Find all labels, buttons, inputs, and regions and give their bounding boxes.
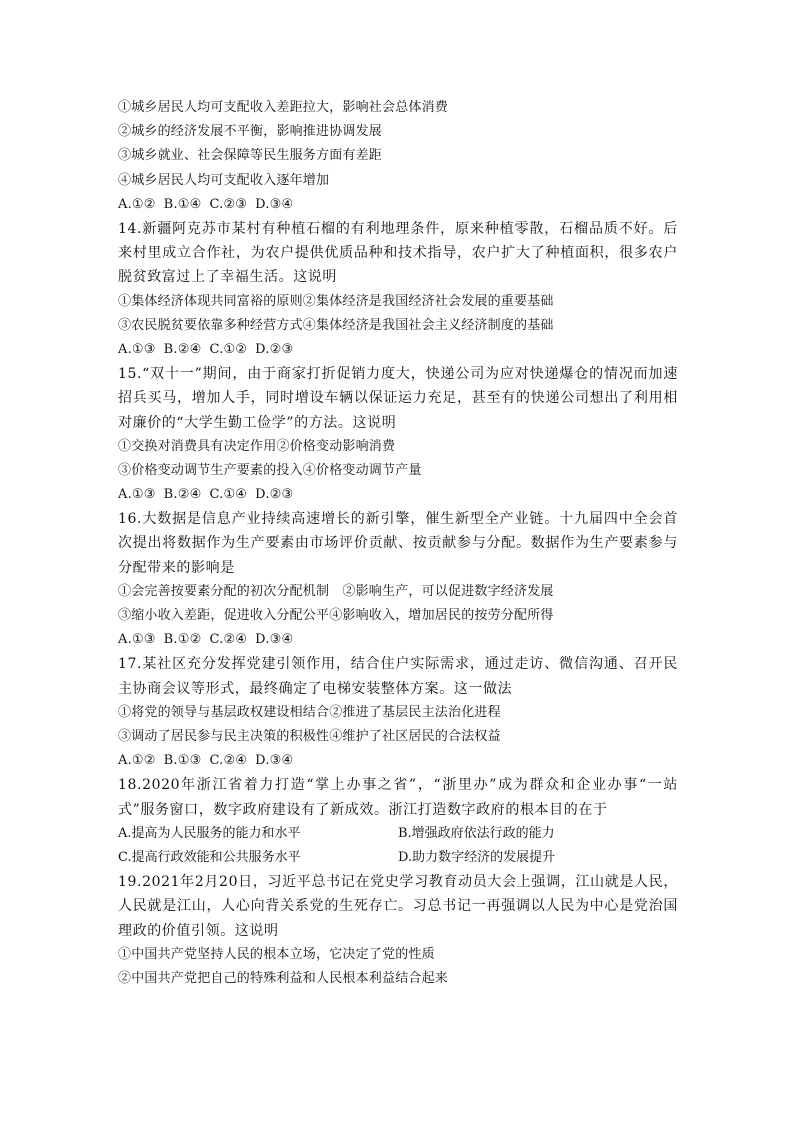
statement-2: ②城乡的经济发展不平衡，影响推进协调发展 [118,124,383,140]
option-b: B.②④ [163,341,202,357]
statement-row-2: ③缩小收入差距，促进收入分配公平④影响收入，增加居民的按劳分配所得 [118,608,554,624]
statement-row-2: ③农民脱贫要依靠多种经营方式④集体经济是我国社会主义经济制度的基础 [118,317,554,333]
statement-4: ④城乡居民人均可支配收入逐年增加 [118,172,330,188]
statement-2: ②中国共产党把自己的特殊利益和人民根本利益结合起来 [118,971,449,987]
question-18-stem: 18.2020年浙江省着力打造“掌上办事之省”，“浙里办”成为群众和企业办事“一站式”服务窗口，数字政府建设有了新成效。浙江打造数字政府的根本目的在于 [118,777,678,818]
question-17-stem: 17.某社区充分发挥党建引领作用，结合住户实际需求，通过走访、微信沟通、召开民主协商会议等形式，最终确定了电梯安装整体方案。这一做法 [118,656,678,697]
option-c: C.②③ [209,196,248,212]
option-c: C.②④ [209,632,248,648]
statement-1: ①城乡居民人均可支配收入差距拉大，影响社会总体消费 [118,100,449,115]
option-a: A.①③ [118,341,156,357]
option-a: A.①② [118,753,156,769]
option-b: B.①④ [163,196,202,212]
option-a: A.①③ [118,632,156,648]
option-c: C.②④ [209,753,248,769]
option-d: D.③④ [255,753,294,769]
question-16-options [118,628,678,652]
statement-row-1: ①集体经济体现共同富裕的原则②集体经济是我国经济社会发展的重要基础 [118,293,554,309]
choice-d: D.助力数字经济的发展提升 [398,850,556,866]
option-b: B.②④ [163,487,202,503]
question-14-stem: 14.新疆阿克苏市某村有种植石榴的有利地理条件，原来种植零散，石榴品质不好。后来村里成立合作社，为农户提供优质品种和技术指导，农户扩大了种植面积，很多农户脱贫致富过上了幸福生活。这说明 [118,220,678,286]
choice-b: B.增强政府依法行政的能力 [398,825,555,841]
question-13-options [118,193,678,217]
option-d: D.③④ [255,196,294,212]
choice-c: C.提高行政效能和公共服务水平 [118,850,301,866]
option-d: D.②③ [255,487,294,503]
option-b: B.①② [163,632,202,648]
question-14-options [118,338,678,362]
statement-row-2: ③调动了居民参与民主决策的积极性④维护了社区居民的合法权益 [118,729,501,745]
option-d: D.③④ [255,632,294,648]
option-a: A.①② [118,196,156,212]
choice-a: A.提高为人民服务的能力和水平 [118,825,301,841]
statement-3: ③城乡就业、社会保障等民生服务方面有差距 [118,148,383,164]
statement-row-1: ①会完善按要素分配的初次分配机制 ②影响生产，可以促进数字经济发展 [118,583,554,599]
option-c: C.①② [209,341,248,357]
question-15-options [118,483,678,507]
statement-row-2: ③价格变动调节生产要素的投入④价格变动调节产量 [118,462,422,478]
question-18-choices [118,822,678,870]
statement-row-1: ①交换对消费具有决定作用②价格变动影响消费 [118,438,396,454]
question-15-stem: 15.“双十一”期间，由于商家打折促销力度大，快递公司为应对快递爆仓的情况而加速招兵买马，增加人手，同时增设车辆以保证运力充足，甚至有的快递公司想出了利用相对廉价的“大学生勤工俭学”的方法。这说明 [118,366,678,431]
option-b: B.①③ [163,753,202,769]
question-19-stem: 19.2021年2月20日，习近平总书记在党史学习教育动员大会上强调，江山就是人民，人民就是江山，人心向背关系党的生死存亡。习总书记一再强调以人民为中心是党治国理政的价值引领。这说明 [118,874,678,939]
option-a: A.①③ [118,487,156,503]
statement-1: ①中国共产党坚持人民的根本立场，它决定了党的性质 [118,946,435,962]
question-13-items [118,96,678,193]
option-c: C.①④ [209,487,248,503]
exam-page [118,96,678,991]
option-d: D.②③ [255,341,294,357]
question-17-options [118,749,678,773]
statement-row-1: ①将党的领导与基层政权建设相结合②推进了基层民主法治化进程 [118,704,501,720]
question-16-stem: 16.大数据是信息产业持续高速增长的新引擎，催生新型全产业链。十九届四中全会首次提出将数据作为生产要素由市场评价贡献、按贡献参与分配。数据作为生产要素参与分配带来的影响是 [118,511,678,576]
